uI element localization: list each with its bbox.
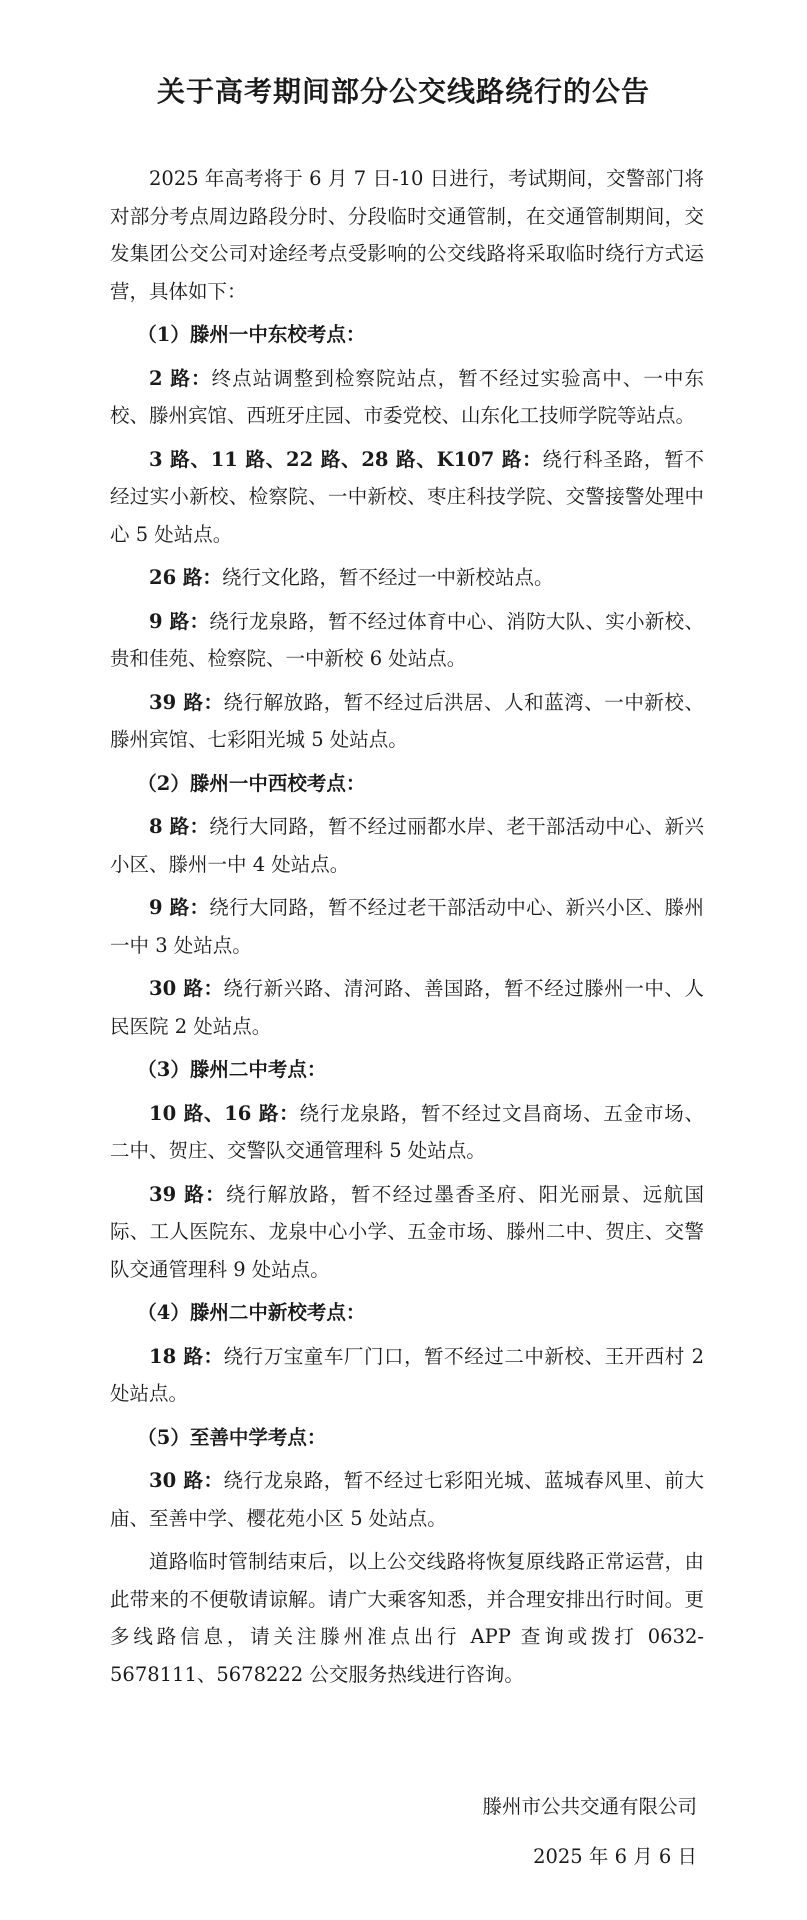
notice-body: [110, 160, 704, 1699]
route-item: [110, 360, 704, 435]
route-detail: 绕行新兴路、清河路、善国路，暂不经过滕州一中、人民医院 2 处站点。: [110, 977, 704, 1038]
section-heading: （5）至善中学考点：: [137, 1425, 327, 1449]
route-item: [110, 1338, 704, 1413]
route-item: [110, 1095, 704, 1170]
route-detail: 绕行科圣路，暂不经过实小新校、检察院、一中新校、枣庄科技学院、交警接警处理中心 5 处站点。: [110, 447, 704, 546]
route-item: [110, 559, 704, 597]
route-name: 39 路：: [149, 1182, 226, 1206]
signature-date: 2025 年 6 月 6 日: [533, 1845, 697, 1868]
section-heading: （2）滕州一中西校考点：: [137, 771, 366, 795]
route-item: [110, 684, 704, 759]
route-name: 39 路：: [149, 690, 224, 714]
intro-paragraph: 2025 年高考将于 6 月 7 日-10 日进行，考试期间，交警部门将对部分考点周边路段分时、分段临时交通管制，在交通管制期间，交发集团公交公司对途经考点受影响的公交线路将采取临时绕行方式运营，具体如下：: [110, 167, 704, 303]
route-item: [110, 808, 704, 883]
route-detail: 绕行大同路，暂不经过丽都水岸、老干部活动中心、新兴小区、滕州一中 4 处站点。: [110, 815, 704, 876]
section-heading: （3）滕州二中考点：: [137, 1058, 327, 1081]
route-detail: 绕行文化路，暂不经过一中新校站点。: [221, 566, 554, 589]
route-item: [110, 889, 704, 964]
signature-organization: 滕州市公共交通有限公司: [482, 1795, 697, 1818]
section-heading: （1）滕州一中东校考点：: [137, 323, 366, 346]
route-item: [110, 1176, 704, 1289]
route-detail: 绕行龙泉路，暂不经过体育中心、消防大队、实小新校、贵和佳苑、检察院、一中新校 6 处站点。: [110, 609, 704, 670]
route-name: 3 路、11 路、22 路、28 路、K107 路：: [149, 447, 543, 471]
route-item: [110, 1462, 704, 1537]
page-title: 关于高考期间部分公交线路绕行的公告: [156, 75, 650, 108]
route-name: 18 路：: [149, 1344, 224, 1368]
route-detail: 绕行龙泉路，暂不经过文昌商场、五金市场、二中、贺庄、交警队交通管理科 5 处站点。: [110, 1101, 704, 1162]
route-detail: 绕行龙泉路，暂不经过七彩阳光城、蓝城春风里、前大庙、至善中学、樱花苑小区 5 处站点。: [110, 1469, 704, 1530]
route-detail: 绕行大同路，暂不经过老干部活动中心、新兴小区、滕州一中 3 处站点。: [110, 896, 704, 957]
route-item: [110, 441, 704, 554]
route-name: 10 路、16 路：: [149, 1101, 300, 1125]
route-detail: 绕行解放路，暂不经过后洪居、人和蓝湾、一中新校、滕州宾馆、七彩阳光城 5 处站点。: [110, 690, 704, 751]
route-name: 30 路：: [149, 1469, 224, 1492]
route-name: 9 路：: [149, 896, 210, 919]
route-name: 9 路：: [149, 609, 210, 633]
route-item: [110, 970, 704, 1045]
route-name: 30 路：: [149, 977, 224, 1000]
route-detail: 绕行解放路，暂不经过墨香圣府、阳光丽景、远航国际、工人医院东、龙泉中心小学、五金市场、滕州二中、贺庄、交警队交通管理科 9 处站点。: [110, 1182, 704, 1281]
route-name: 8 路：: [149, 815, 210, 838]
route-item: [110, 603, 704, 678]
route-detail: 绕行万宝童车厂门口，暂不经过二中新校、王开西村 2 处站点。: [110, 1344, 704, 1405]
route-detail: 终点站调整到检察院站点，暂不经过实验高中、一中东校、滕州宾馆、西班牙庄园、市委党校、山东化工技师学院等站点。: [110, 366, 704, 427]
route-name: 2 路：: [149, 366, 212, 390]
closing-paragraph: 道路临时管制结束后，以上公交线路将恢复原线路正常运营，由此带来的不便敬请谅解。请广大乘客知悉，并合理安排出行时间。更多线路信息，请关注滕州准点出行 APP 查询或拨打 0632-5678111、5678222 公交服务热线进行咨询。: [110, 1550, 704, 1686]
route-name: 26 路：: [149, 566, 222, 589]
section-heading: （4）滕州二中新校考点：: [137, 1301, 366, 1324]
